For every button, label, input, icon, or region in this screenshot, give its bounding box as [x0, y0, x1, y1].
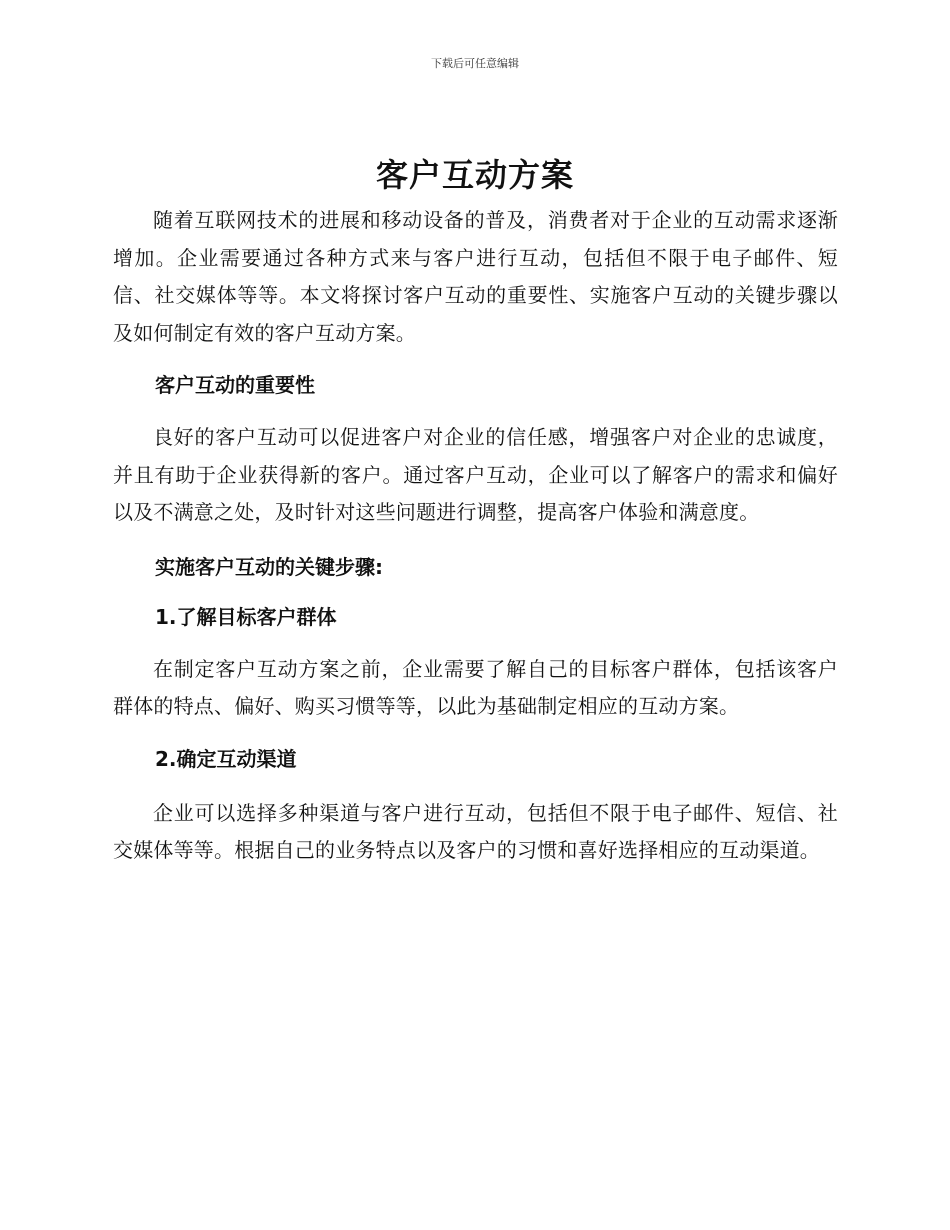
step2-paragraph: 企业可以选择多种渠道与客户进行互动，包括但不限于电子邮件、短信、社交媒体等等。根据自己的业务特点以及客户的习惯和喜好选择相应的互动渠道。	[113, 800, 838, 862]
steps-heading: 实施客户互动的关键步骤:	[155, 554, 383, 579]
document-body	[113, 202, 838, 870]
intro-paragraph: 随着互联网技术的进展和移动设备的普及，消费者对于企业的互动需求逐渐增加。企业需要通过各种方式来与客户进行互动，包括但不限于电子邮件、短信、社交媒体等等。本文将探讨客户互动的重要性、实施客户互动的关键步骤以及如何制定有效的客户互动方案。	[113, 208, 838, 345]
header-note: 下载后可任意编辑	[431, 57, 519, 70]
importance-paragraph: 良好的客户互动可以促进客户对企业的信任感，增强客户对企业的忠诚度，并且有助于企业获得新的客户。通过客户互动，企业可以了解客户的需求和偏好以及不满意之处，及时针对这些问题进行调整，提高客户体验和满意度。	[113, 425, 838, 524]
step2-heading: 2.确定互动渠道	[155, 746, 297, 771]
document-title: 客户互动方案	[375, 156, 574, 194]
step1-heading: 1.了解目标客户群体	[155, 604, 337, 629]
importance-heading: 客户互动的重要性	[155, 373, 315, 397]
step1-paragraph: 在制定客户互动方案之前，企业需要了解自己的目标客户群体，包括该客户群体的特点、偏好、购买习惯等等，以此为基础制定相应的互动方案。	[113, 656, 838, 718]
